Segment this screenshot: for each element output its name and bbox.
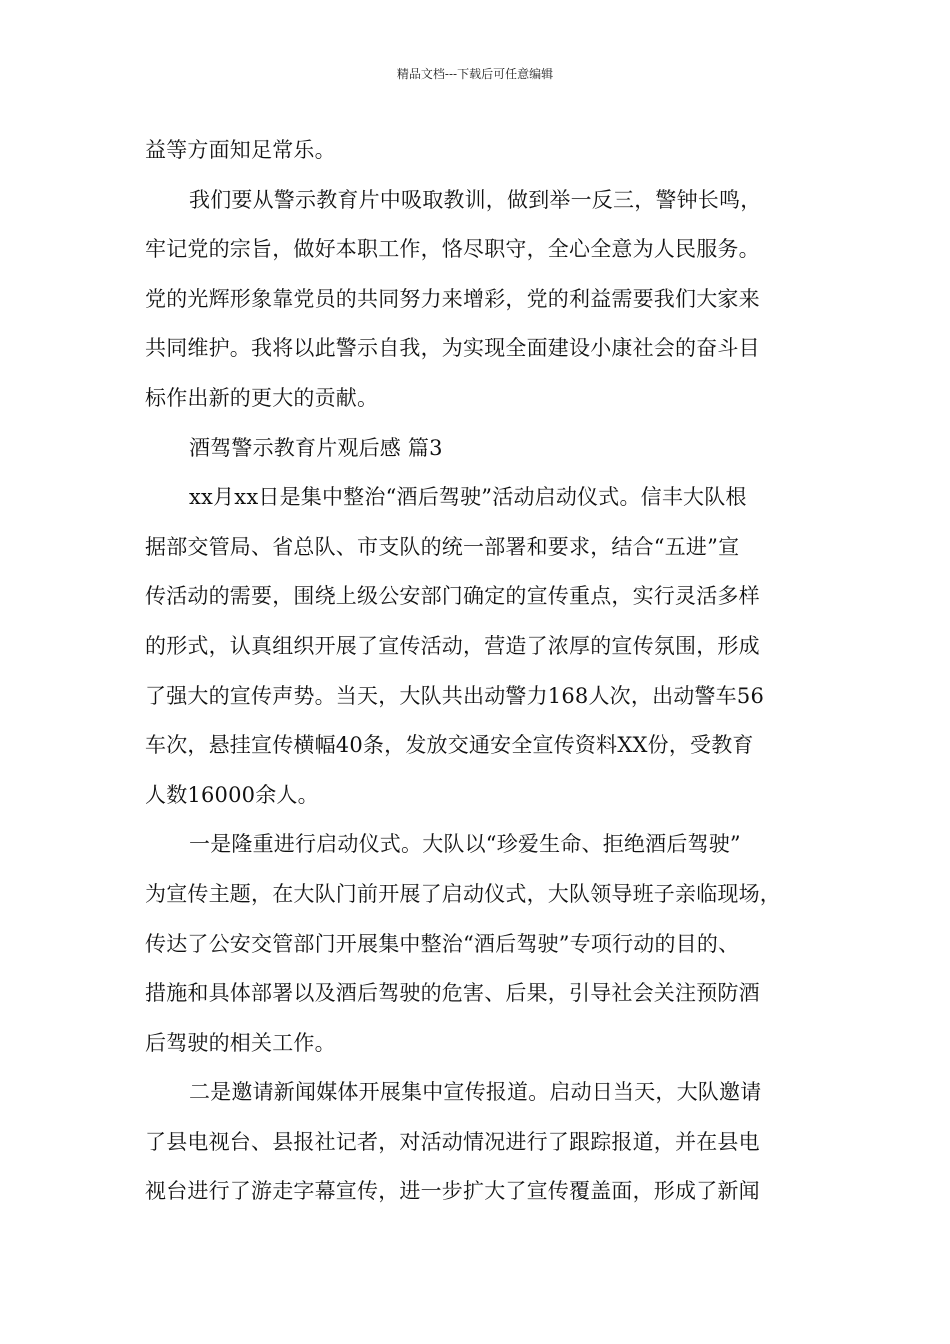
text-line: 措施和具体部署以及酒后驾驶的危害、后果，引导社会关注预防酒 <box>145 981 760 1006</box>
text-line: 人数16000余人。 <box>145 782 319 807</box>
paragraph-start: 我们要从警示教育片中吸取教训，做到举一反三，警钟长鸣， <box>189 187 762 212</box>
text-line: 共同维护。我将以此警示自我，为实现全面建设小康社会的奋斗目 <box>145 336 760 361</box>
text-line: 为宣传主题，在大队门前开展了启动仪式，大队领导班子亲临现场， <box>145 881 781 906</box>
text-line: 的形式，认真组织开展了宣传活动，营造了浓厚的宣传氛围，形成 <box>145 633 760 658</box>
text-line: 视台进行了游走字幕宣传，进一步扩大了宣传覆盖面，形成了新闻 <box>145 1179 760 1204</box>
text-line: 牢记党的宗旨，做好本职工作，恪尽职守，全心全意为人民服务。 <box>145 237 760 262</box>
text-line: 后驾驶的相关工作。 <box>145 1030 336 1055</box>
text-line: 了县电视台、县报社记者，对活动情况进行了跟踪报道，并在县电 <box>145 1129 760 1154</box>
text-line: 了强大的宣传声势。当天，大队共出动警力168人次，出动警车56 <box>145 683 765 708</box>
paragraph-start: 一是隆重进行启动仪式。大队以“珍爱生命、拒绝酒后驾驶” <box>189 832 741 857</box>
text-line: 传活动的需要，围绕上级公安部门确定的宣传重点，实行灵活多样 <box>145 584 760 609</box>
text-line: 据部交管局、省总队、市支队的统一部署和要求，结合“五进”宣 <box>145 534 740 559</box>
text-line: 标作出新的更大的贡献。 <box>145 385 379 410</box>
page-header: 精品文档---下载后可任意编辑 <box>396 67 554 81</box>
document-body <box>145 126 825 1217</box>
text-line: 传达了公安交管部门开展集中整治“酒后驾驶”专项行动的目的、 <box>145 931 740 956</box>
paragraph-start: xx月xx日是集中整治“酒后驾驶”活动启动仪式。信丰大队根 <box>189 485 747 510</box>
paragraph-start: 二是邀请新闻媒体开展集中宣传报道。启动日当天，大队邀请 <box>189 1080 762 1105</box>
text-line: 益等方面知足常乐。 <box>145 138 336 162</box>
section-heading: 酒驾警示教育片观后感 篇3 <box>189 435 443 460</box>
text-line: 车次，悬挂宣传横幅40条，发放交通安全宣传资料XX份，受教育 <box>145 733 754 758</box>
text-line: 党的光辉形象靠党员的共同努力来增彩，党的利益需要我们大家来 <box>145 286 760 311</box>
